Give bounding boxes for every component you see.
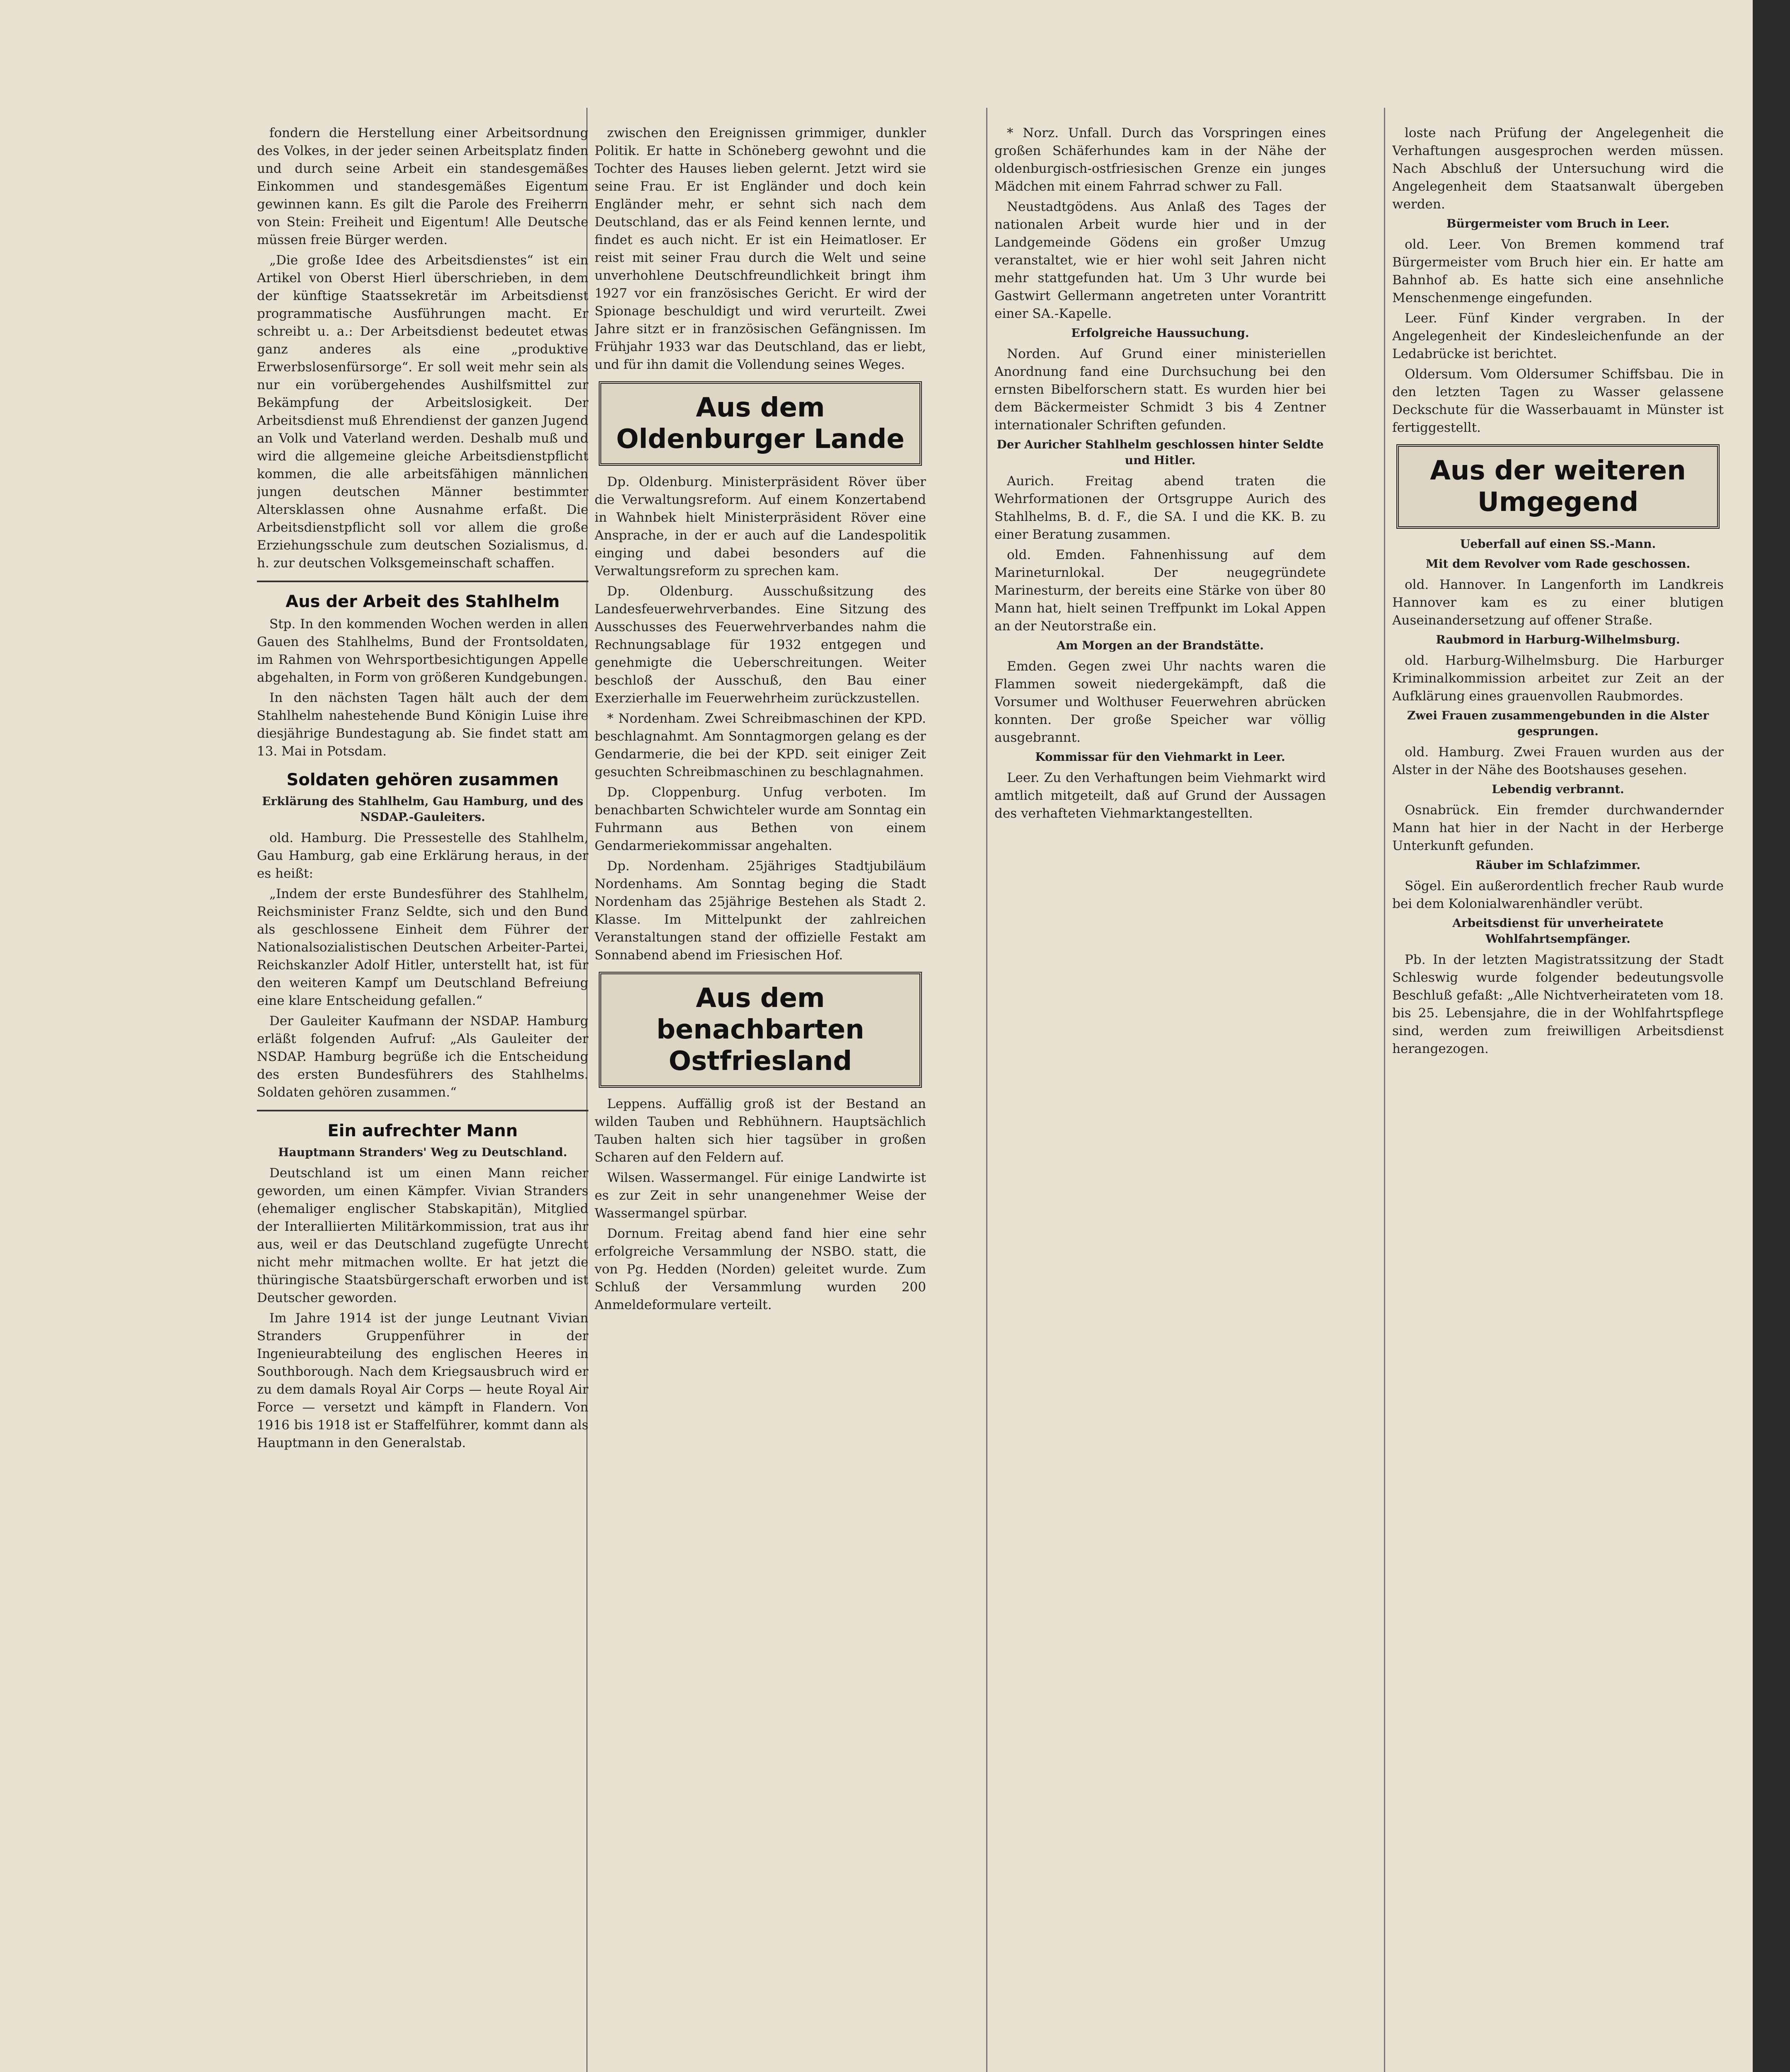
paragraph: Deutschland ist um einen Mann reicher geworden, um einen Kämpfer. Vivian Stranders (ehemaliger englischer Stabskapitän), Mitglied der Interalliierten Militärkommission, trat aus ihr aus, weil er das Deutschland zugefügte Unrecht nicht mehr mitmachen wollte. Er hat jetzt die thüringische Staatsbürgerschaft erworben und ist Deutscher geworden. <box>257 1166 588 1305</box>
article-heading: Ein aufrechter Mann <box>327 1121 518 1140</box>
paragraph: Neustadtgödens. Aus Anlaß des Tages der nationalen Arbeit wurde hier und in der Landgemeinde Gödens ein großer Umzug veranstaltet, wie er hier wohl seit Jahren nicht mehr stattgefunden hat. Um 3 Uhr wurde bei Gastwirt Gellermann angetreten unter Vorantritt einer SA.-Kapelle. <box>994 199 1326 321</box>
paragraph: Dornum. Freitag abend fand hier eine sehr erfolgreiche Versammlung der NSBO. statt, die von Pg. Hedden (Norden) geleitet wurde. Zum Schluß der Versammlung wurden 200 Anmeldeformulare verteilt. <box>595 1226 926 1312</box>
article-subheading: Zwei Frauen zusammengebunden in die Alster gesprungen. <box>1407 709 1709 738</box>
article-subheading: Erfolgreiche Haussuchung. <box>1071 326 1249 340</box>
paragraph: old. Harburg-Wilhelmsburg. Die Harburger Kriminalkommission arbeitet zur Zeit an der Aufklärung eines grauenvollen Raubmordes. <box>1392 653 1724 704</box>
paragraph: Sögel. Ein außerordentlich frecher Raub wurde bei dem Kolonialwarenhändler verübt. <box>1392 879 1724 911</box>
paragraph: * Nordenham. Zwei Schreibmaschinen der KPD. beschlagnahmt. Am Sonntagmorgen gelang es der Gendarmerie, die bei der KPD. seit einiger Zeit gesuchten Schreibmaschinen zu beschlagnahmen. <box>595 711 926 779</box>
paragraph: Dp. Oldenburg. Ministerpräsident Röver über die Verwaltungsreform. Auf einem Konzertabend in Wahnbek hielt Ministerpräsident Röver eine Ansprache, in der er auch auf die Landespolitik einging und dabei besonders auf die Verwaltungsreform zu sprechen kam. <box>595 474 926 579</box>
paragraph: Wilsen. Wassermangel. Für einige Landwirte ist es zur Zeit in sehr unangenehmer Weise der Wassermangel spürbar. <box>595 1170 926 1221</box>
column-rule <box>1384 108 1385 2072</box>
article-subheading: Erklärung des Stahlhelm, Gau Hamburg, und des NSDAP.-Gauleiters. <box>262 794 583 824</box>
paragraph: Dp. Oldenburg. Ausschußsitzung des Landesfeuerwehrverbandes. Eine Sitzung des Ausschusses des Feuerwehrverbandes nahm die Rechnungsablage für 1932 entgegen und genehmigte die Ueberschreitungen. Weiter beschloß der Ausschuß, den Bau einer Exerzierhalle im Feuerwehrheim zurückzustellen. <box>595 584 926 706</box>
column-3 <box>994 124 1326 2072</box>
paragraph: Oldersum. Vom Oldersumer Schiffsbau. Die in den letzten Tagen zu Wasser gelassene Deckschute für die Wasserbauamt in Münster ist fertiggestellt. <box>1392 367 1724 435</box>
paragraph: Im Jahre 1914 ist der junge Leutnant Vivian Stranders Gruppenführer in der Ingenieurabteilung des englischen Heeres in Southborough. Nach dem Kriegsausbruch wird er zu dem damals Royal Air Corps — heute Royal Air Force — versetzt und kämpft in Flandern. Von 1916 bis 1918 ist er Staffelführer, kommt dann als Hauptmann in den Generalstab. <box>257 1311 588 1450</box>
paragraph: In den nächsten Tagen hält auch der dem Stahlhelm nahestehende Bund Königin Luise ihre diesjährige Bundestagung ab. Sie findet statt am 13. Mai in Potsdam. <box>257 690 588 759</box>
article-subheading: Ueberfall auf einen SS.-Mann. <box>1460 537 1656 551</box>
article-subheading: Kommissar für den Viehmarkt in Leer. <box>1035 750 1285 764</box>
paragraph: old. Leer. Von Bremen kommend traf Bürgermeister vom Bruch hier ein. Er hatte am Bahnhof ab. Es hatte sich eine ansehnliche Menschenmenge eingefunden. <box>1392 237 1724 305</box>
paragraph: zwischen den Ereignissen grimmiger, dunkler Politik. Er hatte in Schöneberg gewohnt und die Tochter des Hauses lieben gelernt. Jetzt wird sie seine Frau. Er ist Engländer und doch kein Engländer mehr, er sehnt sich nach dem Deutschland, das er als Feind kennen lernte, und findet es auch nicht. Er ist ein Heimatloser. Er reist mit seiner Frau durch die Welt und seine unverhohlene Deutschfreundlichkeit bringt ihm 1927 vor ein französisches Gericht. Er wird der Spionage beschuldigt und wird verurteilt. Zwei Jahre sitzt er in französischen Gefängnissen. Im Frühjahr 1933 war das Deutschland, das er liebt, und für ihn damit die Vollendung seines Weges. <box>595 126 926 372</box>
paragraph: Leppens. Auffällig groß ist der Bestand an wilden Tauben und Rebhühnern. Hauptsächlich Tauben halten sich hier tagsüber in großen Scharen auf den Feldern auf. <box>595 1097 926 1165</box>
paragraph: Leer. Zu den Verhaftungen beim Viehmarkt wird amtlich mitgeteilt, daß auf Grund der Aussagen des verhafteten Viehmarktangestellten. <box>994 770 1326 821</box>
paragraph: Leer. Fünf Kinder vergraben. In der Angelegenheit der Kindesleichenfunde an der Ledabrücke ist berichtet. <box>1392 311 1724 361</box>
paragraph: Stp. In den kommenden Wochen werden in allen Gauen des Stahlhelms, Bund der Frontsoldaten, im Rahmen von Wehrsportbesichtigungen Appelle abgehalten, in Form von größeren Kundgebungen. <box>257 617 588 685</box>
article-subheading: Arbeitsdienst für unverheiratete Wohlfahrtsempfänger. <box>1452 916 1664 946</box>
column-rule <box>986 108 987 2072</box>
article-heading: Soldaten gehören zusammen <box>286 770 559 789</box>
paragraph: „Die große Idee des Arbeitsdienstes“ ist ein Artikel von Oberst Hierl überschrieben, in dem der künftige Staatssekretär im Arbeitsdienst programmatische Ausführungen macht. Er schreibt u. a.: Der Arbeitsdienst bedeutet etwas ganz anderes als eine „produktive Erwerbslosenfürsorge“. Er soll weit mehr sein als nur ein vorübergehendes Aushilfsmittel zur Bekämpfung der Arbeitslosigkeit. Der Arbeitsdienst muß Ehrendienst der ganzen Jugend an Volk und Vaterland werden. Deshalb muß und wird die allgemeine gleiche Arbeitsdienstpflicht kommen, die alle arbeitsfähigen männlichen jungen deutschen Männer bestimmter Altersklassen ohne Ausnahme erfaßt. Die Arbeitsdienstpflicht soll vor allem die große Erziehungsschule zum deutschen Sozialismus, d. h. zur deutschen Volksgemeinschaft schaffen. <box>257 253 588 571</box>
paragraph: loste nach Prüfung der Angelegenheit die Verhaftungen ausgesprochen werden müssen. Nach Abschluß der Untersuchung wird die Angelegenheit dem Staatsanwalt übergeben werden. <box>1392 126 1724 212</box>
paragraph: Dp. Nordenham. 25jähriges Stadtjubiläum Nordenhams. Am Sonntag beging die Stadt Nordenham das 25jährige Bestehen als Stadt 2. Klasse. Im Mittelpunkt der zahlreichen Veranstaltungen stand der offizielle Festakt am Sonnabend abend im Friesischen Hof. <box>595 859 926 963</box>
paragraph: fondern die Herstellung einer Arbeitsordnung des Volkes, in der jeder seinen Arbeitsplatz finden und durch seine Arbeit ein standesgemäßes Einkommen und standesgemäßes Eigentum gewinnen kann. Es gilt die Parole des Freiherrn von Stein: Freiheit und Eigentum! Alle Deutsche müssen freie Bürger werden. <box>257 126 588 247</box>
divider <box>257 581 588 582</box>
article-subheading: Räuber im Schlafzimmer. <box>1475 858 1641 872</box>
book-spine <box>1753 0 1790 2072</box>
article-subheading: Raubmord in Harburg-Wilhelmsburg. <box>1436 633 1680 646</box>
section-banner: Aus der weiteren Umgegend <box>1396 444 1720 529</box>
article-subheading: Lebendig verbrannt. <box>1492 782 1624 796</box>
divider <box>257 1110 588 1111</box>
paragraph: Emden. Gegen zwei Uhr nachts waren die Flammen soweit niedergekämpft, daß die Vorsumer und Wolthuser Feuerwehren abrücken konnten. Der große Speicher war völlig ausgebrannt. <box>994 659 1326 745</box>
article-subheading: Mit dem Revolver vom Rade geschossen. <box>1425 557 1691 571</box>
paragraph: old. Hamburg. Die Pressestelle des Stahlhelm, Gau Hamburg, gab eine Erklärung heraus, in der es heißt: <box>257 830 588 881</box>
column-1 <box>257 124 588 2072</box>
article-subheading: Bürgermeister vom Bruch in Leer. <box>1446 217 1670 230</box>
column-4 <box>1392 124 1724 2072</box>
paragraph: Osnabrück. Ein fremder durchwandernder Mann hat hier in der Nacht in der Herberge Unterkunft gefunden. <box>1392 803 1724 853</box>
article-subheading: Hauptmann Stranders' Weg zu Deutschland. <box>278 1145 567 1159</box>
paragraph: old. Hannover. In Langenforth im Landkreis Hannover kam es zu einer blutigen Auseinandersetzung auf offener Straße. <box>1392 577 1724 628</box>
paragraph: Norden. Auf Grund einer ministeriellen Anordnung fand eine Durchsuchung bei den ernsten Bibelforschern statt. Es wurden hier bei dem Bäckermeister Schmidt 3 bis 4 Zentner internationaler Schriften gefunden. <box>994 346 1326 433</box>
paragraph: * Norz. Unfall. Durch das Vorspringen eines großen Schäferhundes kam in der Nähe der oldenburgisch-ostfriesischen Grenze ein junges Mädchen mit einem Fahrrad schwer zu Fall. <box>994 126 1326 194</box>
article-heading: Aus der Arbeit des Stahlhelm <box>285 592 560 611</box>
column-2 <box>595 124 926 2072</box>
section-banner: Aus dem benachbarten Ostfriesland <box>599 972 922 1088</box>
article-subheading: Am Morgen an der Brandstätte. <box>1057 639 1264 652</box>
paragraph: old. Hamburg. Zwei Frauen wurden aus der Alster in der Nähe des Bootshauses gesehen. <box>1392 745 1724 777</box>
paragraph: „Indem der erste Bundesführer des Stahlhelm, Reichsminister Franz Seldte, sich und den Bund als geschlossene Einheit dem Führer der Nationalsozialistischen Deutschen Arbeiter-Partei, Reichskanzler Adolf Hitler, unterstellt hat, ist für den weiteren Kampf um Deutschland Befreiung eine klare Entscheidung gefallen.“ <box>257 886 588 1008</box>
paragraph: Pb. In der letzten Magistratssitzung der Stadt Schleswig wurde folgender bedeutungsvolle Beschluß gefaßt: „Alle Nichtverheirateten vom 18. bis 25. Lebensjahre, die in der Wohlfahrtspflege sind, werden zum freiwilligen Arbeitsdienst herangezogen. <box>1392 952 1724 1056</box>
article-subheading: Der Auricher Stahlhelm geschlossen hinter Seldte und Hitler. <box>997 438 1324 467</box>
paragraph: Der Gauleiter Kaufmann der NSDAP. Hamburg erläßt folgenden Aufruf: „Als Gauleiter der NSDAP. Hamburg begrüße ich die Entscheidung des ersten Bundesführers des Stahlhelms. Soldaten gehören zusammen.“ <box>257 1014 588 1100</box>
paragraph: old. Emden. Fahnenhissung auf dem Marineturnlokal. Der neugegründete Marinesturm, der bereits eine Stärke von über 80 Mann hat, hielt seinen Treffpunkt im Lokal Appen an der Neutorstraße ein. <box>994 547 1326 634</box>
paragraph: Dp. Cloppenburg. Unfug verboten. Im benachbarten Schwichteler wurde am Sonntag ein Fuhrmann aus Bethen von einem Gendarmeriekommissar angehalten. <box>595 785 926 853</box>
paragraph: Aurich. Freitag abend traten die Wehrformationen der Ortsgruppe Aurich des Stahlhelms, B. d. F., die SA. I und die KK. B. zu einer Beratung zusammen. <box>994 474 1326 542</box>
section-banner: Aus dem Oldenburger Lande <box>599 381 922 466</box>
